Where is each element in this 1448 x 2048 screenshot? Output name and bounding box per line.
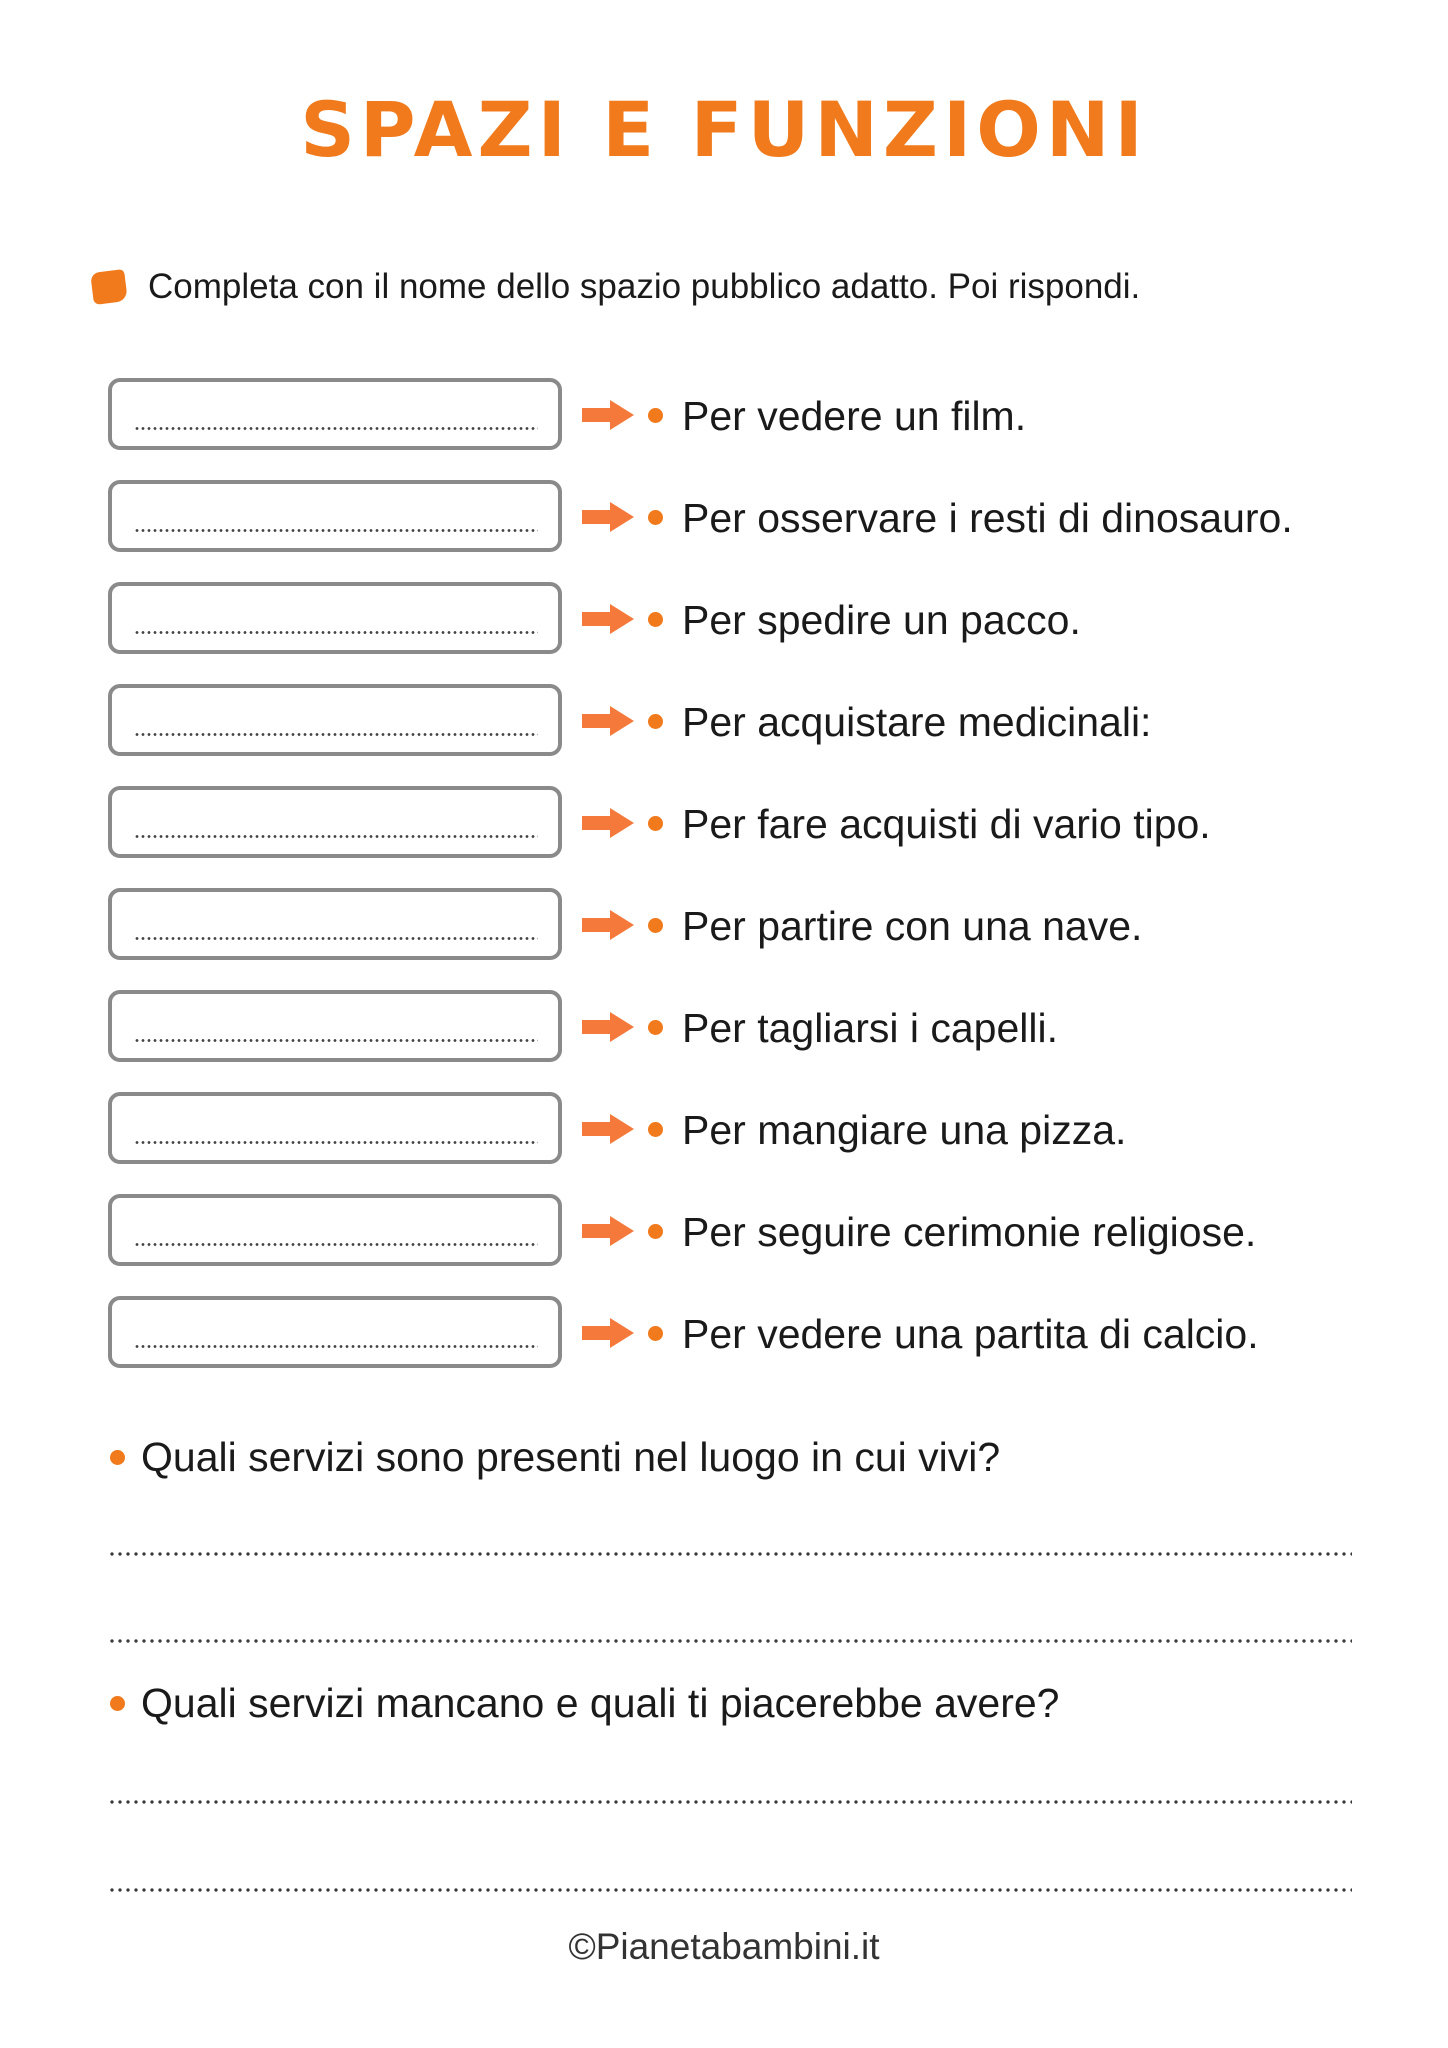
bullet-dot bbox=[648, 612, 663, 627]
arrow-right-icon bbox=[580, 1010, 636, 1044]
bullet-dot bbox=[648, 1122, 663, 1137]
bullet-dot bbox=[648, 1020, 663, 1035]
answer-dotted-line bbox=[134, 427, 538, 430]
item-text: Per spedire un pacco. bbox=[682, 597, 1081, 643]
arrow-right-icon bbox=[580, 908, 636, 942]
answer-dotted-line bbox=[134, 529, 538, 532]
exercise-row bbox=[108, 990, 1408, 1066]
footer-copyright: ©Pianetabambini.it bbox=[568, 1926, 880, 1967]
exercise-row bbox=[108, 378, 1408, 454]
answer-dotted-line bbox=[134, 835, 538, 838]
answer-dotted-line bbox=[134, 631, 538, 634]
answer-box[interactable] bbox=[108, 378, 562, 450]
exercise-row bbox=[108, 1194, 1408, 1270]
exercise-row bbox=[108, 888, 1408, 964]
answer-dotted-line bbox=[134, 733, 538, 736]
item-text: Per acquistare medicinali: bbox=[682, 699, 1152, 745]
answer-box[interactable] bbox=[108, 1194, 562, 1266]
answer-box[interactable] bbox=[108, 684, 562, 756]
answer-box[interactable] bbox=[108, 786, 562, 858]
exercise-row bbox=[108, 1296, 1408, 1372]
answer-line[interactable] bbox=[108, 1639, 1352, 1643]
answer-line[interactable] bbox=[108, 1888, 1352, 1892]
exercise-row bbox=[108, 1092, 1408, 1168]
exercise-row bbox=[108, 684, 1408, 760]
question-2 bbox=[110, 1678, 1059, 1728]
exercise-rows bbox=[108, 378, 1408, 1398]
arrow-right-icon bbox=[580, 1214, 636, 1248]
arrow-right-icon bbox=[580, 704, 636, 738]
answer-line[interactable] bbox=[108, 1552, 1352, 1556]
arrow-right-icon bbox=[580, 1316, 636, 1350]
item-text: Per seguire cerimonie religiose. bbox=[682, 1209, 1257, 1255]
bullet-dot bbox=[648, 816, 663, 831]
item-text: Per fare acquisti di vario tipo. bbox=[682, 801, 1211, 847]
bullet-dot bbox=[648, 408, 663, 423]
answer-dotted-line bbox=[134, 1039, 538, 1042]
item-text: Per vedere un film. bbox=[682, 393, 1027, 439]
bullet-dot bbox=[648, 918, 663, 933]
arrow-right-icon bbox=[580, 398, 636, 432]
answer-dotted-line bbox=[134, 937, 538, 940]
page-title: SPAZI E FUNZIONI bbox=[300, 85, 1148, 174]
answer-box[interactable] bbox=[108, 888, 562, 960]
answer-dotted-line bbox=[134, 1141, 538, 1144]
arrow-right-icon bbox=[580, 1112, 636, 1146]
question-text: Quali servizi sono presenti nel luogo in cui vivi? bbox=[141, 1433, 1001, 1480]
answer-dotted-line bbox=[134, 1243, 538, 1246]
arrow-right-icon bbox=[580, 500, 636, 534]
answer-box[interactable] bbox=[108, 1092, 562, 1164]
question-text: Quali servizi mancano e quali ti piacerebbe avere? bbox=[141, 1679, 1060, 1726]
orange-square-icon bbox=[90, 269, 128, 305]
instruction bbox=[92, 262, 1140, 312]
bullet-dot bbox=[648, 510, 663, 525]
answer-box[interactable] bbox=[108, 582, 562, 654]
item-text: Per vedere una partita di calcio. bbox=[682, 1311, 1259, 1357]
answer-box[interactable] bbox=[108, 480, 562, 552]
bullet-dot bbox=[648, 714, 663, 729]
answer-box[interactable] bbox=[108, 1296, 562, 1368]
exercise-row bbox=[108, 582, 1408, 658]
exercise-row bbox=[108, 786, 1408, 862]
arrow-right-icon bbox=[580, 806, 636, 840]
answer-dotted-line bbox=[134, 1345, 538, 1348]
arrow-right-icon bbox=[580, 602, 636, 636]
question-1 bbox=[110, 1432, 1000, 1482]
instruction-text: Completa con il nome dello spazio pubblico adatto. Poi rispondi. bbox=[148, 267, 1141, 306]
item-text: Per partire con una nave. bbox=[682, 903, 1143, 949]
answer-line[interactable] bbox=[108, 1800, 1352, 1804]
item-text: Per tagliarsi i capelli. bbox=[682, 1005, 1058, 1051]
answer-box[interactable] bbox=[108, 990, 562, 1062]
exercise-row bbox=[108, 480, 1408, 556]
item-text: Per mangiare una pizza. bbox=[682, 1107, 1127, 1153]
bullet-dot bbox=[648, 1224, 663, 1239]
bullet-dot bbox=[110, 1696, 125, 1711]
item-text: Per osservare i resti di dinosauro. bbox=[682, 495, 1293, 541]
bullet-dot bbox=[110, 1450, 125, 1465]
bullet-dot bbox=[648, 1326, 663, 1341]
